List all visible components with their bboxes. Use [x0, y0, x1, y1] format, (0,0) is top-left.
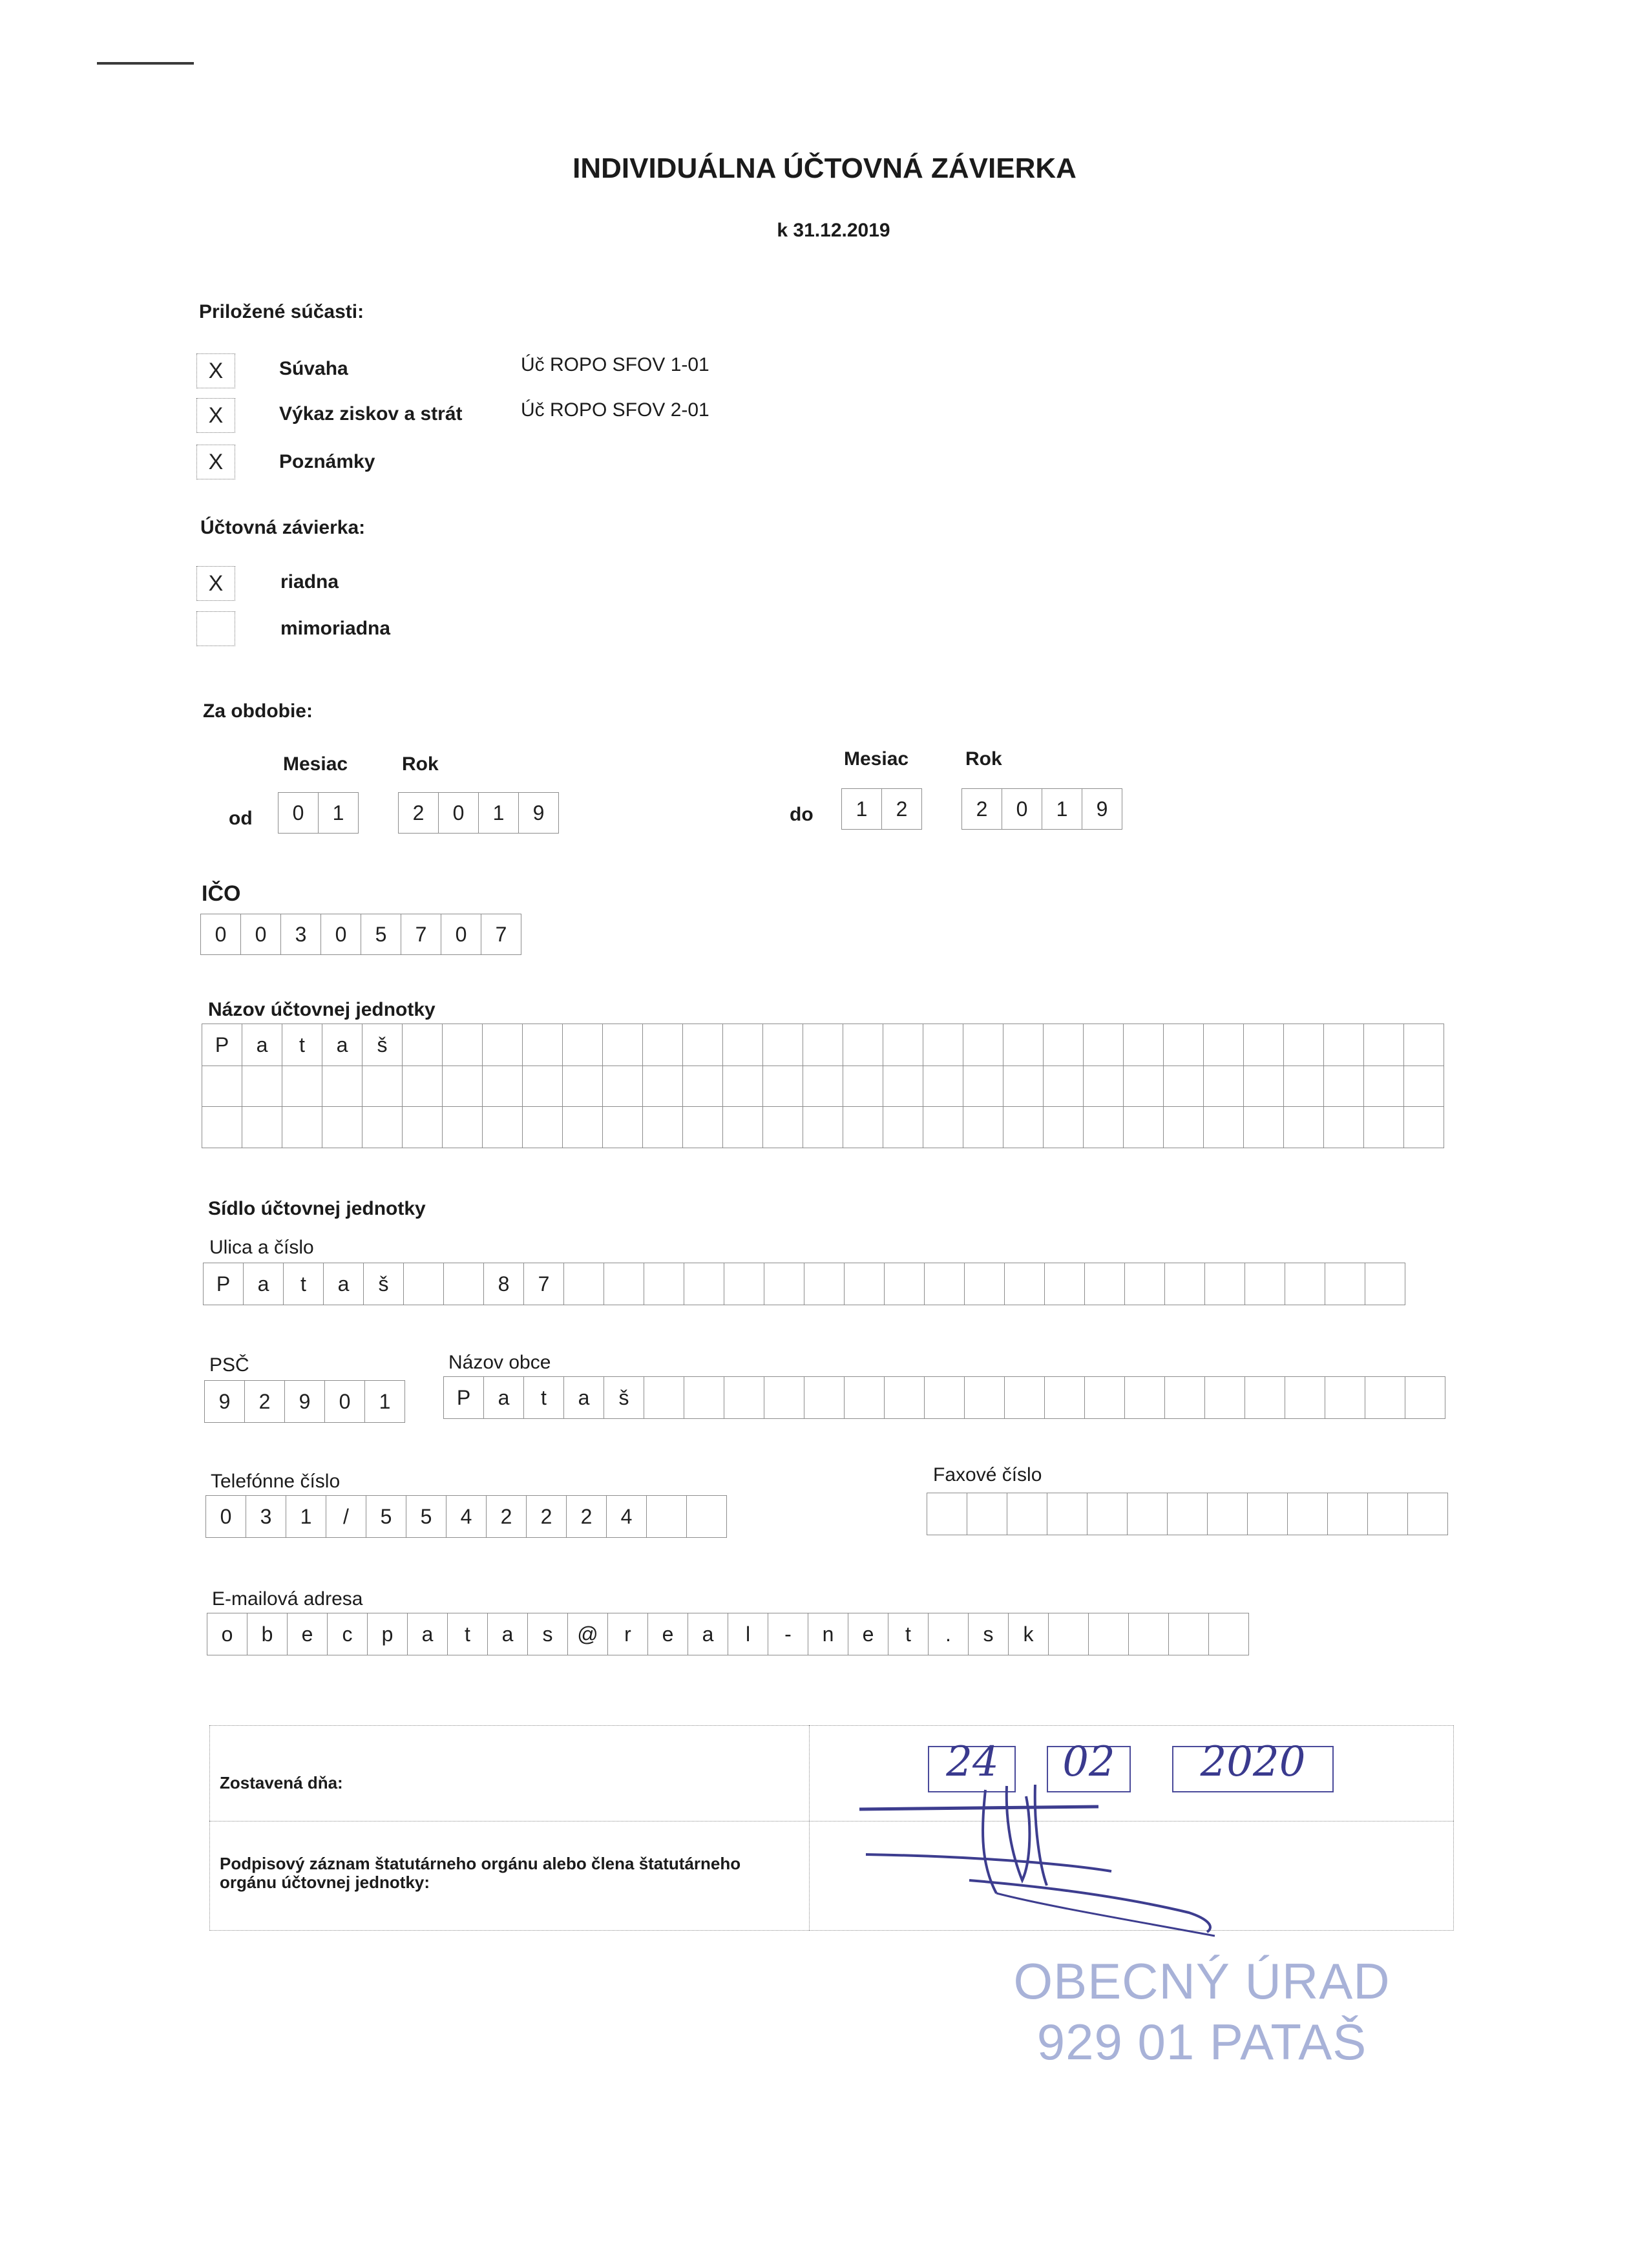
ico-digit: 7: [481, 914, 521, 954]
psc-digit: 1: [365, 1381, 405, 1422]
entity-name-char: a: [322, 1024, 362, 1066]
from-month-digit: 0: [278, 793, 319, 833]
phone-char: 0: [206, 1496, 246, 1537]
to-month-digit: 2: [882, 789, 922, 829]
email-char: s: [969, 1613, 1009, 1655]
attached-label-2: Výkaz ziskov a strát: [279, 403, 463, 425]
from-year-digit: 0: [439, 793, 479, 833]
date-line: k 31.12.2019: [777, 220, 890, 241]
to-year-digit: 2: [962, 789, 1002, 829]
stamp-line-2: 929 01 PATAŠ: [1036, 2013, 1367, 2070]
office-stamp: [1008, 1951, 1396, 2072]
email-char: e: [288, 1613, 328, 1655]
attached-label-1: Súvaha: [279, 358, 348, 379]
email-char: t: [448, 1613, 488, 1655]
from-year-grid[interactable]: [398, 792, 559, 834]
psc-digit: 9: [205, 1381, 245, 1422]
signature-col-divider: [809, 1725, 810, 1931]
email-char: r: [608, 1613, 648, 1655]
street-char: [444, 1263, 484, 1305]
town-char: P: [444, 1377, 484, 1418]
street-char: š: [364, 1263, 404, 1305]
signature-scribble: [853, 1783, 1241, 1958]
ico-grid[interactable]: [200, 914, 521, 955]
psc-digit: 2: [245, 1381, 285, 1422]
stamp-line-1: OBECNÝ ÚRAD: [1013, 1953, 1391, 2010]
street-char: 7: [524, 1263, 564, 1305]
email-char: b: [247, 1613, 288, 1655]
town-grid[interactable]: [443, 1376, 1445, 1419]
phone-char: 2: [487, 1496, 527, 1537]
email-grid[interactable]: [207, 1613, 1249, 1655]
entity-name-char: t: [282, 1024, 322, 1066]
town-char: a: [564, 1377, 604, 1418]
from-year-label: Rok: [402, 753, 439, 775]
compiled-label: Zostavená dňa:: [220, 1773, 343, 1792]
email-char: .: [929, 1613, 969, 1655]
page-title: INDIVIDUÁLNA ÚČTOVNÁ ZÁVIERKA: [572, 152, 1077, 184]
email-char: a: [488, 1613, 528, 1655]
attached-checkbox-1[interactable]: X: [196, 353, 235, 388]
ico-digit: 0: [441, 914, 481, 954]
phone-grid[interactable]: [205, 1495, 727, 1538]
ico-label: IČO: [202, 881, 241, 906]
email-char: -: [768, 1613, 808, 1655]
to-year-grid[interactable]: [961, 788, 1122, 830]
ico-digit: 0: [241, 914, 281, 954]
sign-label: Podpisový záznam štatutárneho orgánu alebo člena štatutárneho orgánu účtovnej jednotky:: [220, 1854, 741, 1892]
street-grid[interactable]: [203, 1263, 1405, 1305]
phone-char: 3: [246, 1496, 286, 1537]
street-char: a: [324, 1263, 364, 1305]
entity-name-char: a: [242, 1024, 282, 1066]
email-char: e: [648, 1613, 688, 1655]
compiled-year: 2020: [1200, 1738, 1306, 1786]
street-char: t: [284, 1263, 324, 1305]
email-char: s: [528, 1613, 568, 1655]
to-month-label: Mesiac: [844, 748, 909, 770]
ico-digit: 0: [201, 914, 241, 954]
entity-name-char: P: [202, 1024, 242, 1066]
statement-label-regular: riadna: [280, 571, 339, 593]
attached-checkbox-3[interactable]: X: [196, 445, 235, 479]
entity-name-row-3[interactable]: [202, 1106, 1444, 1148]
statement-checkbox-extraordinary[interactable]: [196, 611, 235, 646]
attached-checbox-2[interactable]: X: [196, 398, 235, 433]
to-label: do: [790, 804, 814, 825]
to-year-label: Rok: [965, 748, 1002, 770]
email-char: o: [207, 1613, 247, 1655]
psc-label: PSČ: [209, 1354, 249, 1376]
psc-digit: 0: [325, 1381, 365, 1422]
psc-grid[interactable]: [204, 1380, 405, 1423]
statement-heading: Účtovná závierka:: [200, 517, 366, 538]
email-char: e: [848, 1613, 888, 1655]
phone-char: 5: [366, 1496, 406, 1537]
email-char: @: [568, 1613, 608, 1655]
ico-digit: 7: [401, 914, 441, 954]
attached-code-2: Úč ROPO SFOV 2-01: [521, 399, 709, 421]
email-char: p: [368, 1613, 408, 1655]
email-char: a: [408, 1613, 448, 1655]
street-char: P: [204, 1263, 244, 1305]
phone-char: 4: [446, 1496, 487, 1537]
seat-heading: Sídlo účtovnej jednotky: [208, 1198, 426, 1219]
town-char: t: [524, 1377, 564, 1418]
attached-code-1: Úč ROPO SFOV 1-01: [521, 354, 709, 375]
to-month-grid[interactable]: [841, 788, 922, 830]
from-year-digit: 9: [519, 793, 559, 833]
entity-name-row-2[interactable]: [202, 1065, 1444, 1107]
email-char: t: [888, 1613, 929, 1655]
to-month-digit: 1: [842, 789, 882, 829]
phone-char: 5: [406, 1496, 446, 1537]
entity-name-row-1[interactable]: [202, 1024, 1444, 1066]
attached-heading: Priložené súčasti:: [199, 301, 364, 322]
scan-mark: [97, 62, 194, 65]
email-char: k: [1009, 1613, 1049, 1655]
from-month-digit: 1: [319, 793, 359, 833]
town-label: Názov obce: [448, 1352, 551, 1373]
from-month-label: Mesiac: [283, 753, 348, 775]
phone-label: Telefónne číslo: [211, 1471, 341, 1492]
phone-char: 4: [607, 1496, 647, 1537]
street-char: 8: [484, 1263, 524, 1305]
ico-digit: 3: [281, 914, 321, 954]
compiled-month: 02: [1062, 1738, 1115, 1786]
email-char: l: [728, 1613, 768, 1655]
fax-label: Faxové číslo: [933, 1464, 1042, 1486]
street-char: [404, 1263, 444, 1305]
phone-char: 1: [286, 1496, 326, 1537]
street-char: a: [244, 1263, 284, 1305]
email-char: n: [808, 1613, 848, 1655]
to-year-digit: 1: [1042, 789, 1082, 829]
phone-char: /: [326, 1496, 366, 1537]
from-year-digit: 2: [399, 793, 439, 833]
attached-label-3: Poznámky: [279, 451, 375, 472]
ico-digit: 0: [321, 914, 361, 954]
compiled-day: 24: [946, 1738, 999, 1786]
signature-row-divider: [209, 1821, 1454, 1822]
to-year-digit: 0: [1002, 789, 1042, 829]
entity-name-char: š: [362, 1024, 403, 1066]
email-char: c: [328, 1613, 368, 1655]
from-label: od: [229, 808, 253, 829]
phone-char: 2: [567, 1496, 607, 1537]
street-label: Ulica a číslo: [209, 1237, 314, 1258]
from-month-grid[interactable]: [278, 792, 359, 834]
town-char: š: [604, 1377, 644, 1418]
email-label: E-mailová adresa: [212, 1588, 363, 1610]
ico-digit: 5: [361, 914, 401, 954]
fax-grid[interactable]: [927, 1493, 1448, 1535]
entity-name-label: Názov účtovnej jednotky: [208, 999, 436, 1020]
from-year-digit: 1: [479, 793, 519, 833]
phone-char: 2: [527, 1496, 567, 1537]
period-heading: Za obdobie:: [203, 700, 313, 722]
statement-checkbox-regular[interactable]: X: [196, 566, 235, 601]
statement-label-extraordinary: mimoriadna: [280, 618, 391, 639]
town-char: a: [484, 1377, 524, 1418]
psc-digit: 9: [285, 1381, 325, 1422]
to-year-digit: 9: [1082, 789, 1122, 829]
email-char: a: [688, 1613, 728, 1655]
